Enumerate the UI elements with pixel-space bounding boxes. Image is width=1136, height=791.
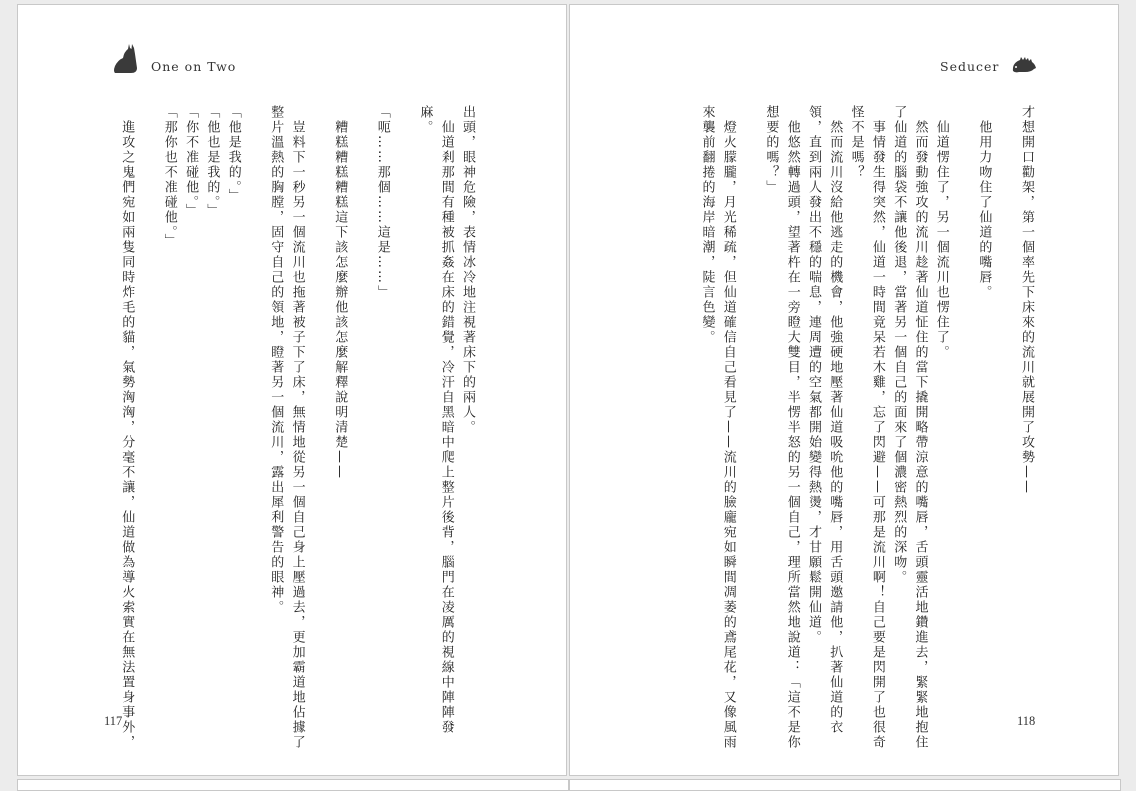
header-title: One on Two <box>151 59 237 74</box>
right-page <box>569 4 1119 776</box>
text-column: 仙道剎那間有種被抓姦在床的錯覺，冷汗自黑暗中爬上整片後背，腦門在凌厲的視線中陣陣發 <box>438 105 454 735</box>
text-column: 才想開口勸架，第一個率先下床來的流川就展開了攻勢—— <box>1019 105 1034 495</box>
text-column: 整片溫熱的胸膛，固守自己的領地，瞪著另一個流川，露出犀利警告的眼神。 <box>268 105 284 615</box>
text-column: 仙道愣住了，另一個流川也愣住了。 <box>933 105 949 360</box>
page-number: 118 <box>1017 714 1036 728</box>
page-number: 117 <box>104 714 123 728</box>
text-column: 進攻之鬼們宛如兩隻同時炸毛的貓，氣勢洶洶，分毫不讓，仙道做為導火索實在無法置身事外， <box>119 105 135 750</box>
text-column: 糟糕糟糕糟糕這下該怎麼辦他該怎麼解釋說明清楚—— <box>332 105 348 480</box>
text-column: 想要的嗎？」 <box>763 105 779 195</box>
header-title: Seducer <box>940 59 1000 74</box>
text-column: 「他是我的。」 <box>225 105 241 204</box>
cat-icon <box>103 42 143 76</box>
text-column: 怪不是嗎？ <box>848 105 864 180</box>
text-column: 他悠然轉過頭，望著杵在一旁瞪大雙目，半愣半怒的另一個自己，理所當然地說道：「這不是你 <box>784 105 800 750</box>
hedgehog-icon <box>1010 56 1038 76</box>
text-column: 他用力吻住了仙道的嘴唇。 <box>976 105 992 300</box>
text-column: 出頭，眼神危險，表情冰冷地注視著床下的兩人。 <box>460 105 475 435</box>
text-column: 了仙道的腦袋不讓他後退，當著另一個自己的面來了個濃密熱烈的深吻。 <box>891 105 907 585</box>
text-column: 來襲前翻捲的海岸暗潮，陡言色變。 <box>699 105 715 345</box>
left-page <box>17 4 567 776</box>
text-column: 燈火朦朧，月光稀疏，但仙道確信自己看見了——流川的臉龐宛如瞬間凋萎的鳶尾花，又像風雨 <box>720 105 736 750</box>
text-column: 「你不准碰他。」 <box>183 105 199 219</box>
text-column: 然而發動強攻的流川趁著仙道怔住的當下撬開略帶涼意的嘴唇，舌頭靈活地鑽進去，緊緊地抱住 <box>912 105 928 750</box>
text-column: 「他也是我的。」 <box>204 105 220 219</box>
text-column: 豈料下一秒另一個流川也拖著被子下了床，無情地從另一個自己身上壓過去，更加霸道地佔據了 <box>289 105 305 750</box>
text-column: 事情發生得突然，仙道一時間竟呆若木雞，忘了閃避——可那是流川啊！自己要是閃開了也很奇 <box>869 105 885 750</box>
text-column: 「呃……那個……這是……」 <box>374 105 390 300</box>
text-column: 然而流川沒給他逃走的機會，他強硬地壓著仙道吸吮他的嘴唇，用舌頭邀請他，扒著仙道的衣 <box>827 105 843 735</box>
text-column: 麻。 <box>417 105 433 135</box>
text-column: 「那你也不准碰他。」 <box>161 105 177 249</box>
next-page-edge <box>17 779 569 791</box>
text-column: 領，直到兩人發出不穩的喘息，連周遭的空氣都開始變得熱燙，才甘願鬆開仙道。 <box>806 105 821 645</box>
next-page-edge <box>569 779 1121 791</box>
